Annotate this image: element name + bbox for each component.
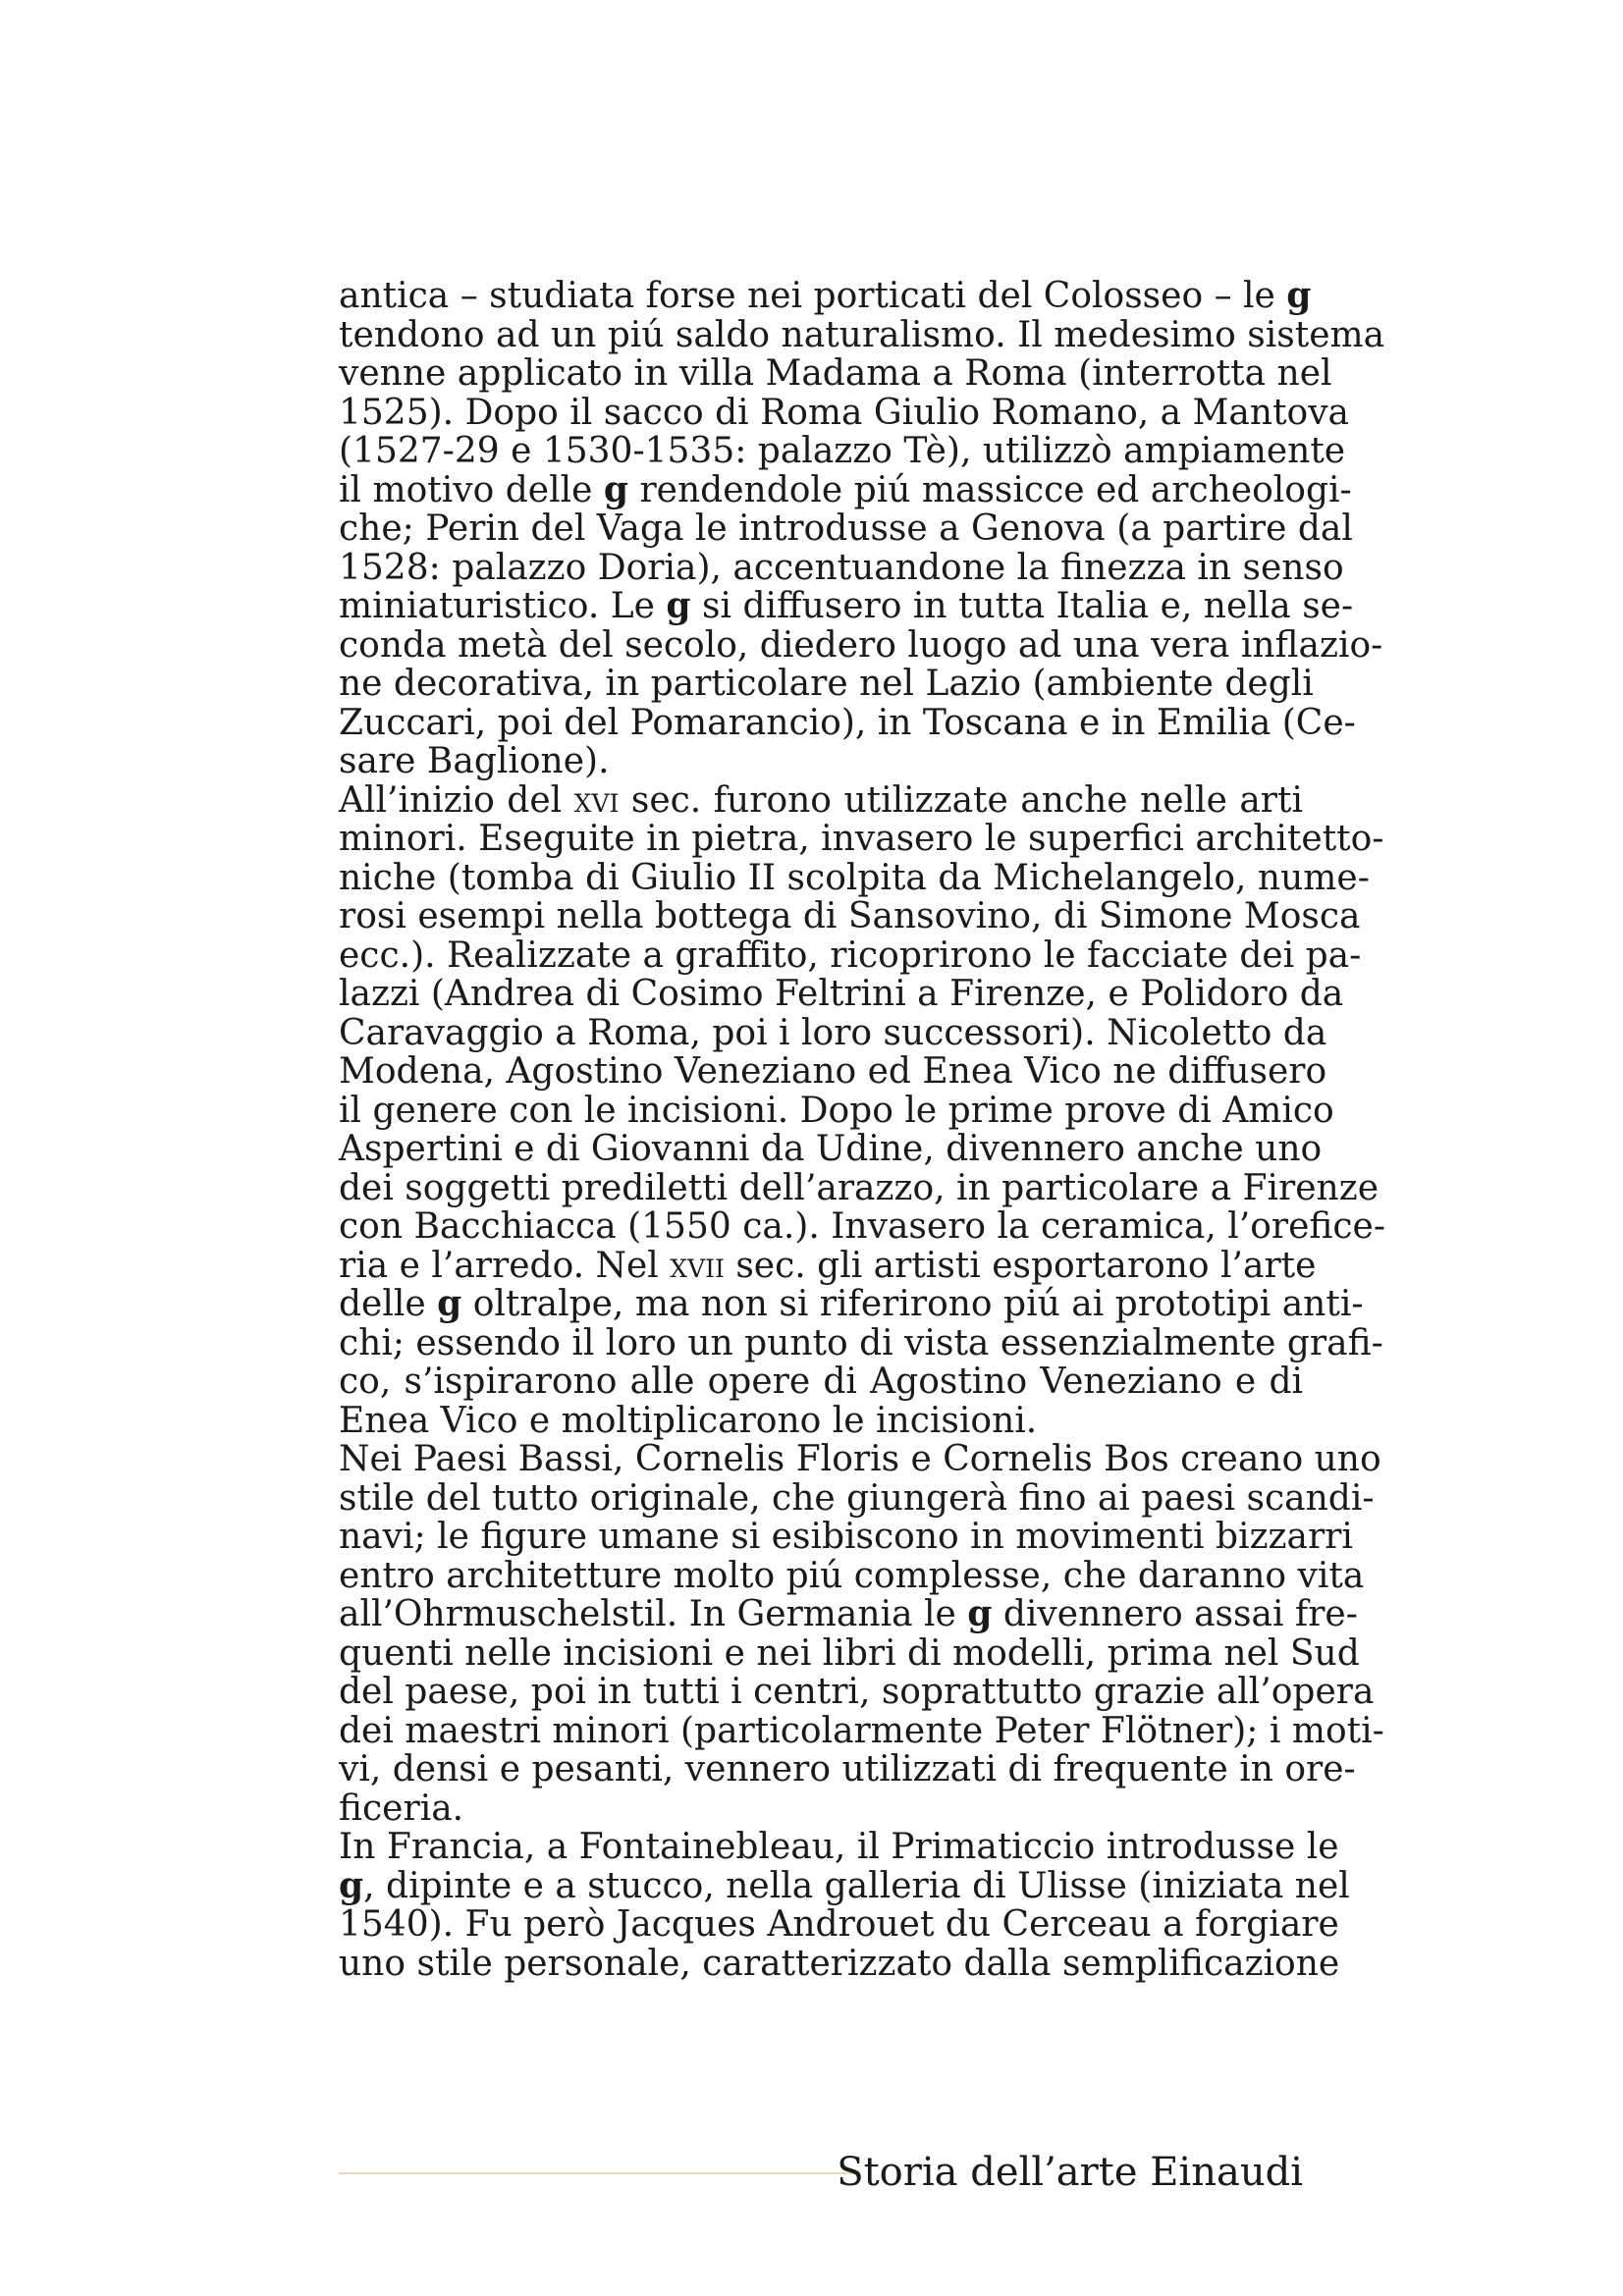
- text-line: dei maestri minori (particolarmente Peter Flötner); i moti-: [339, 1710, 1384, 1751]
- text-line: venne applicato in villa Madama a Roma (interrotta nel: [339, 353, 1332, 394]
- text-line: g, dipinte e a stucco, nella galleria di Ulisse (iniziata nel: [339, 1864, 1350, 1906]
- term-abbreviation: g: [437, 1283, 462, 1324]
- body-text: [339, 275, 1386, 1984]
- text-line: 1540). Fu però Jacques Androuet du Cerceau a forgiare: [339, 1904, 1339, 1945]
- footer-rule: [339, 2172, 859, 2174]
- text-line: entro architetture molto piú complesse, che daranno vita: [339, 1555, 1365, 1596]
- term-abbreviation: g: [666, 585, 691, 626]
- text-line: all’Ohrmuschelstil. In Germania le g divennero assai fre-: [339, 1593, 1358, 1634]
- text-line: Aspertini e di Giovanni da Udine, divennero anche uno: [339, 1129, 1323, 1169]
- text-line: Enea Vico e moltiplicarono le incisioni.: [339, 1400, 1038, 1441]
- text-line: rosi esempi nella bottega di Sansovino, di Simone Mosca: [339, 896, 1361, 936]
- term-abbreviation: g: [967, 1593, 993, 1634]
- text-line: tendono ad un piú saldo naturalismo. Il medesimo sistema: [339, 314, 1385, 355]
- text-line: All’inizio del xvi sec. furono utilizzate anche nelle arti: [339, 779, 1303, 821]
- text-line: minori. Eseguite in pietra, invasero le superfici architetto-: [339, 819, 1384, 859]
- text-line: Modena, Agostino Veneziano ed Enea Vico ne diffusero: [339, 1051, 1327, 1092]
- text-line: ecc.). Realizzate a graffito, ricoprirono le facciate dei pa-: [339, 934, 1362, 976]
- text-line: quenti nelle incisioni e nei libri di modelli, prima nel Sud: [339, 1632, 1360, 1674]
- text-line: lazzi (Andrea di Cosimo Feltrini a Firenze, e Polidoro da: [339, 974, 1344, 1014]
- text-line: miniaturistico. Le g si diffusero in tutta Italia e, nella se-: [339, 585, 1354, 626]
- text-line: vi, densi e pesanti, vennero utilizzati di frequente in ore-: [339, 1749, 1356, 1789]
- text-line: 1528: palazzo Doria), accentuandone la finezza in senso: [339, 547, 1344, 588]
- term-abbreviation: g: [339, 1864, 364, 1906]
- text-line: Caravaggio a Roma, poi i loro successori). Nicoletto da: [339, 1012, 1327, 1053]
- text-line: il motivo delle g rendendole piú massicce ed archeologi-: [339, 468, 1352, 510]
- text-line: In Francia, a Fontainebleau, il Primaticcio introdusse le: [339, 1827, 1339, 1867]
- text-line: Zuccari, poi del Pomarancio), in Toscana e in Emilia (Ce-: [339, 702, 1356, 743]
- text-line: delle g oltralpe, ma non si riferirono piú ai prototipi anti-: [339, 1283, 1364, 1324]
- text-line: stile del tutto originale, che giungerà fino ai paesi scandi-: [339, 1477, 1375, 1519]
- text-line: Nei Paesi Bassi, Cornelis Floris e Cornelis Bos creano uno: [339, 1439, 1381, 1479]
- text-line: chi; essendo il loro un punto di vista essenzialmente grafi-: [339, 1322, 1383, 1363]
- text-line: dei soggetti prediletti dell’arazzo, in particolare a Firenze: [339, 1167, 1379, 1208]
- century-numeral: xvii: [670, 1245, 725, 1286]
- text-line: uno stile personale, caratterizzato dalla semplificazione: [339, 1943, 1340, 1984]
- text-line: niche (tomba di Giulio II scolpita da Michelangelo, nume-: [339, 857, 1370, 898]
- text-line: navi; le figure umane si esibiscono in movimenti bizzarri: [339, 1517, 1353, 1557]
- text-line: ne decorativa, in particolare nel Lazio (ambiente degli: [339, 664, 1314, 704]
- text-line: 1525). Dopo il sacco di Roma Giulio Romano, a Mantova: [339, 392, 1350, 433]
- text-line: (1527-29 e 1530-1535: palazzo Tè), utilizzò ampiamente: [339, 431, 1346, 471]
- term-abbreviation: g: [603, 468, 629, 510]
- text-line: ria e l’arredo. Nel xvii sec. gli artisti esportarono l’arte: [339, 1245, 1317, 1286]
- footer-title: Storia dell’arte Einaudi: [837, 2150, 1303, 2195]
- text-line: il genere con le incisioni. Dopo le prime prove di Amico: [339, 1090, 1334, 1131]
- page-footer: [339, 2148, 1303, 2197]
- text-line: sare Baglione).: [339, 741, 610, 781]
- text-line: antica – studiata forse nei porticati del Colosseo – le g: [339, 275, 1312, 316]
- text-line: con Bacchiacca (1550 ca.). Invasero la ceramica, l’orefice-: [339, 1206, 1386, 1247]
- text-line: conda metà del secolo, diedero luogo ad una vera inflazio-: [339, 624, 1383, 666]
- text-line: co, s’ispirarono alle opere di Agostino Veneziano e di: [339, 1362, 1303, 1402]
- text-line: che; Perin del Vaga le introdusse a Genova (a partire dal: [339, 508, 1353, 549]
- text-line: ficeria.: [339, 1788, 464, 1829]
- term-abbreviation: g: [1286, 275, 1312, 316]
- century-numeral: xvi: [573, 779, 620, 821]
- text-line: del paese, poi in tutti i centri, soprattutto grazie all’opera: [339, 1672, 1375, 1712]
